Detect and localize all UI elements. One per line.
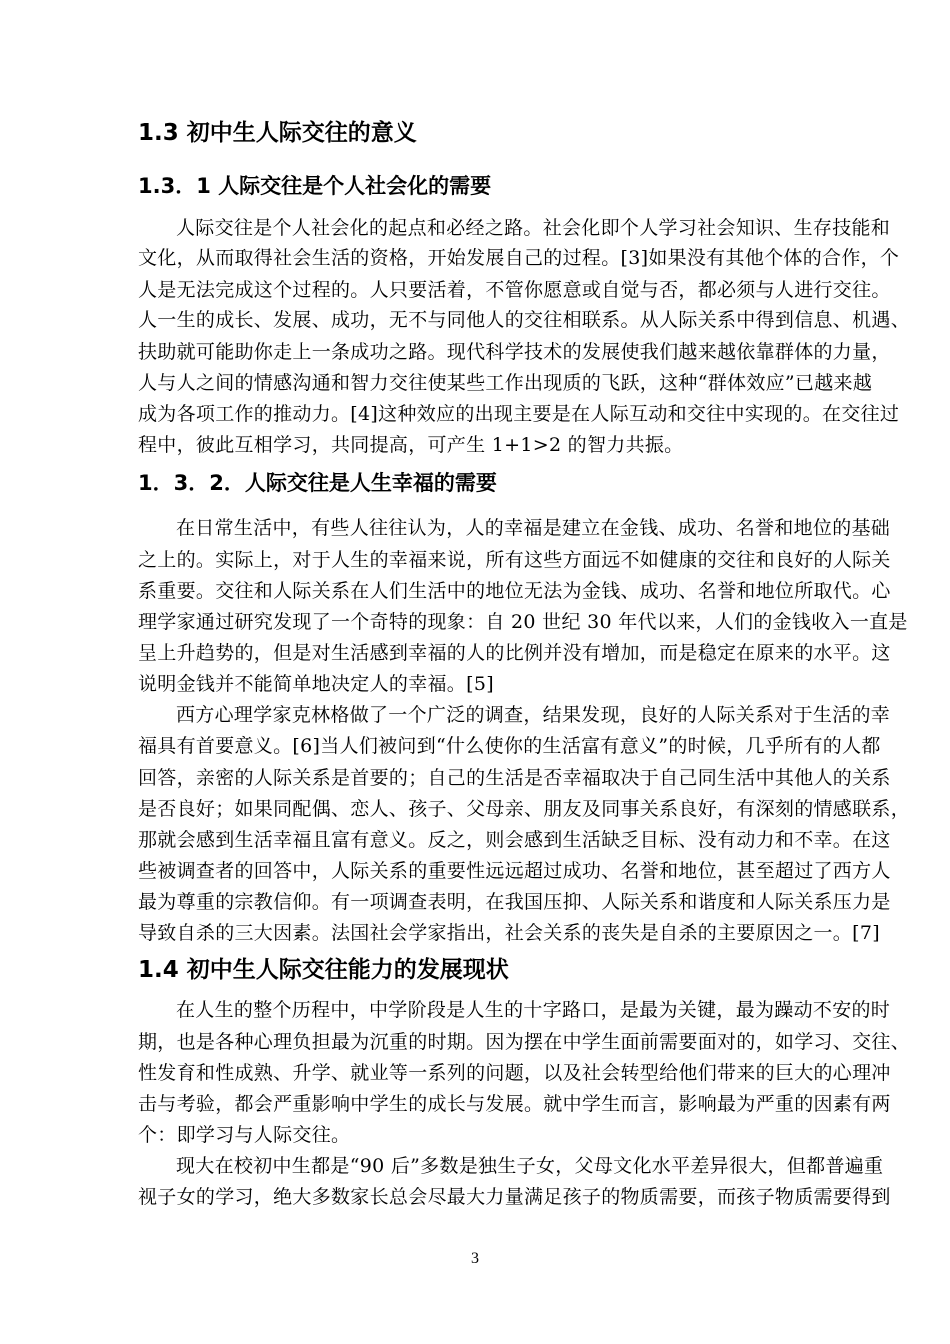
text-line: 说明金钱并不能简单地决定人的幸福。[5]: [138, 673, 494, 695]
section-heading-1-4: 1.4 初中生人际交往能力的发展现状: [138, 957, 509, 983]
text-line: 呈上升趋势的，但是对生活感到幸福的人的比例并没有增加，而是稳定在原来的水平。这: [138, 642, 891, 664]
text-line: 最为尊重的宗教信仰。有一项调查表明，在我国压抑、人际关系和谐度和人际关系压力是: [138, 891, 891, 913]
text-line: 文化，从而取得社会生活的资格，开始发展自己的过程。[3]如果没有其他个体的合作，个: [138, 247, 900, 269]
text-line: 个：即学习与人际交往。: [138, 1124, 351, 1146]
text-line: 期，也是各种心理负担最为沉重的时期。因为摆在中学生面前需要面对的，如学习、交往、: [138, 1031, 911, 1053]
text-line: 击与考验，都会严重影响中学生的成长与发展。就中学生而言，影响最为严重的因素有两: [138, 1093, 891, 1115]
text-line: 人际交往是个人社会化的起点和必经之路。社会化即个人学习社会知识、生存技能和: [176, 217, 891, 239]
text-line: 视子女的学习，绝大多数家长总会尽最大力量满足孩子的物质需要，而孩子物质需要得到: [138, 1186, 891, 1208]
text-line: 在日常生活中，有些人往往认为，人的幸福是建立在金钱、成功、名誉和地位的基础: [176, 517, 891, 539]
text-line: 西方心理学家克林格做了一个广泛的调查，结果发现，良好的人际关系对于生活的幸: [176, 704, 891, 726]
text-line: 那就会感到生活幸福且富有意义。反之，则会感到生活缺乏目标、没有动力和不幸。在这: [138, 829, 891, 851]
subsection-heading-1-3-2: 1．3．2．人际交往是人生幸福的需要: [138, 471, 497, 495]
text-line: 人一生的成长、发展、成功，无不与同他人的交往相联系。从人际关系中得到信息、机遇、: [138, 309, 911, 331]
text-line: 些被调查者的回答中，人际关系的重要性远远超过成功、名誉和地位，甚至超过了西方人: [138, 860, 891, 882]
text-line: 福具有首要意义。[6]当人们被问到“什么使你的生活富有意义”的时候，几乎所有的人都: [138, 735, 881, 757]
text-line: 现大在校初中生都是“90 后”多数是独生子女，父母文化水平差异很大，但都普遍重: [176, 1155, 884, 1177]
text-line: 系重要。交往和人际关系在人们生活中的地位无法为金钱、成功、名誉和地位所取代。心: [138, 580, 891, 602]
text-line: 理学家通过研究发现了一个奇特的现象：自 20 世纪 30 年代以来，人们的金钱收入一直是: [138, 611, 908, 633]
text-line: 人是无法完成这个过程的。人只要活着，不管你愿意或自觉与否，都必须与人进行交往。: [138, 279, 891, 301]
text-line: 扶助就可能助你走上一条成功之路。现代科学技术的发展使我们越来越依靠群体的力量，: [138, 341, 891, 363]
text-line: 之上的。实际上，对于人生的幸福来说，所有这些方面远不如健康的交往和良好的人际关: [138, 549, 891, 571]
text-line: 回答，亲密的人际关系是首要的；自己的生活是否幸福取决于自己同生活中其他人的关系: [138, 767, 891, 789]
text-line: 性发育和性成熟、升学、就业等一系列的问题，以及社会转型给他们带来的巨大的心理冲: [138, 1062, 891, 1084]
text-line: 是否良好；如果同配偶、恋人、孩子、父母亲、朋友及同事关系良好，有深刻的情感联系，: [138, 798, 911, 820]
section-heading-1-3: 1.3 初中生人际交往的意义: [138, 120, 417, 146]
text-line: 导致自杀的三大因素。法国社会学家指出，社会关系的丧失是自杀的主要原因之一。[7]: [138, 922, 880, 944]
text-line: 成为各项工作的推动力。[4]这种效应的出现主要是在人际互动和交往中实现的。在交往过: [138, 403, 900, 425]
page-number: 3: [471, 1250, 479, 1267]
text-line: 在人生的整个历程中，中学阶段是人生的十字路口，是最为关键，最为躁动不安的时: [176, 999, 891, 1021]
subsection-heading-1-3-1: 1.3．1 人际交往是个人社会化的需要: [138, 174, 492, 198]
text-line: 程中，彼此互相学习，共同提高，可产生 1+1>2 的智力共振。: [138, 434, 684, 456]
text-line: 人与人之间的情感沟通和智力交往使某些工作出现质的飞跃，这种“群体效应”已越来越: [138, 372, 873, 394]
